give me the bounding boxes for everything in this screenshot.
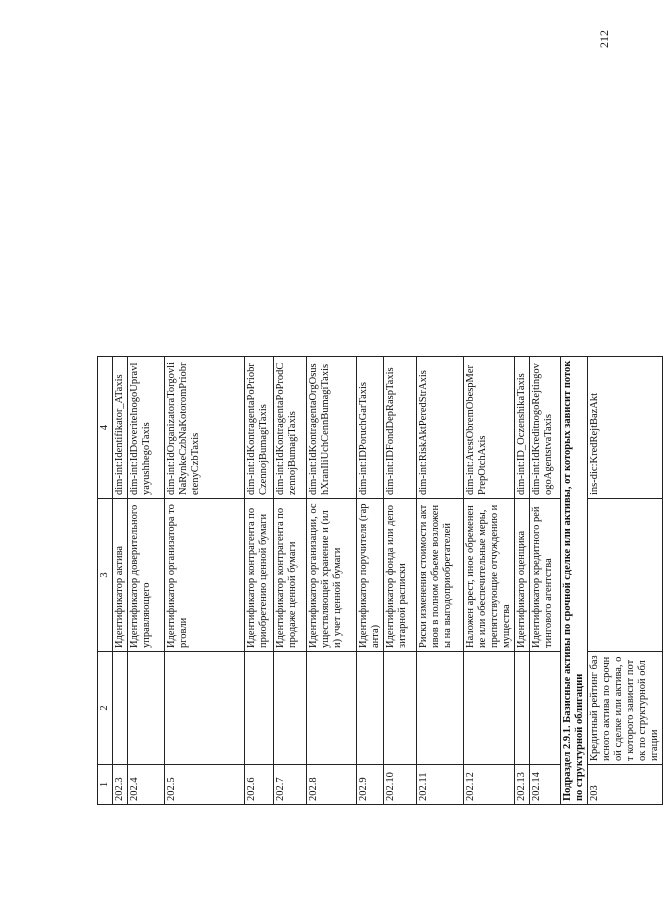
element-name-cell	[464, 652, 515, 765]
header-row	[98, 357, 113, 805]
page-number: 212	[597, 30, 611, 48]
description-cell: Наложен арест, иное обременение или обеспечительные меры, препятствующие отчуждению имущества	[464, 499, 515, 652]
table-row	[417, 357, 464, 805]
description-cell: Идентификатор доверительного управляющего	[128, 499, 165, 652]
element-name-cell	[274, 652, 307, 765]
element-name-cell	[245, 652, 274, 765]
description-cell	[588, 499, 663, 652]
code-cell: dim-int:IDFondDepRaspTaxis	[384, 357, 417, 499]
header-cell-2: 2	[98, 652, 113, 765]
table-row	[165, 357, 245, 805]
description-cell: Идентификатор организатора торговли	[165, 499, 245, 652]
code-cell: dim-int:IdDoveritelnogoUpravlyayushhegoTaxis	[128, 357, 165, 499]
table-row	[464, 357, 515, 805]
element-name-cell	[307, 652, 357, 765]
element-name-cell	[417, 652, 464, 765]
code-cell: dim-int:IdKontragentaOrgOsushXranIliUchCennBumagiTaxis	[307, 357, 357, 499]
table-row	[515, 357, 530, 805]
row-number-cell: 202.12	[464, 765, 515, 805]
description-cell: Риски изменения стоимости активов в полном объеме возложены на выгодоприобретателей	[417, 499, 464, 652]
row-number-cell: 202.14	[530, 765, 561, 805]
row-number-cell: 202.10	[384, 765, 417, 805]
row-number-cell: 202.5	[165, 765, 245, 805]
code-cell: dim-int:RiskAktPeredStrAxis	[417, 357, 464, 499]
element-name-cell	[128, 652, 165, 765]
description-cell: Идентификатор контрагента по приобретению ценной бумаги	[245, 499, 274, 652]
table-row	[307, 357, 357, 805]
description-cell: Идентификатор кредитного рейтингового агентства	[530, 499, 561, 652]
row-number-cell: 202.4	[128, 765, 165, 805]
row-number-cell: 203	[588, 765, 663, 805]
table-row	[245, 357, 274, 805]
table-row	[384, 357, 417, 805]
code-cell: ins-dic:KredRejtBazAkt	[588, 357, 663, 499]
description-cell: Идентификатор фонда или депозитарной расписки	[384, 499, 417, 652]
table-row	[274, 357, 307, 805]
code-cell: dim-int:ArestObremObespMerPrepOtchAxis	[464, 357, 515, 499]
row-number-cell: 202.6	[245, 765, 274, 805]
section-title: Подраздел 2.9.1. Базисные активы по срочной сделке или активы, от которых зависит поток по структурной облигации	[561, 357, 588, 805]
table-row	[113, 357, 128, 805]
element-name-cell: Кредитный рейтинг базисного актива по срочной сделке или актива, от которого зависит поток по структурной облигации	[588, 652, 663, 765]
row-number-cell: 202.7	[274, 765, 307, 805]
table-row	[530, 357, 561, 805]
description-cell: Идентификатор контрагента по продаже ценной бумаги	[274, 499, 307, 652]
description-cell: Идентификатор оценщика	[515, 499, 530, 652]
element-name-cell	[113, 652, 128, 765]
element-name-cell	[384, 652, 417, 765]
header-cell-1: 1	[98, 765, 113, 805]
description-cell: Идентификатор поручителя (гаранта)	[357, 499, 384, 652]
code-cell: dim-int:IdKreditnogoRejtingovogoAgentstvaTaxis	[530, 357, 561, 499]
table-row	[588, 357, 663, 805]
code-cell: dim-int:IdKontragentaPoProdCzennojBumagiTaxis	[274, 357, 307, 499]
row-number-cell: 202.3	[113, 765, 128, 805]
element-name-cell	[515, 652, 530, 765]
header-cell-3: 3	[98, 499, 113, 652]
table-row	[128, 357, 165, 805]
row-number-cell: 202.11	[417, 765, 464, 805]
element-name-cell	[165, 652, 245, 765]
code-cell: dim-int:IdKontragentaPoPriobrCzennojBumagiTaxis	[245, 357, 274, 499]
row-number-cell: 202.8	[307, 765, 357, 805]
row-number-cell: 202.9	[357, 765, 384, 805]
data-table	[97, 356, 663, 805]
description-cell: Идентификатор организации, осуществляющей хранение и (или) учет ценной бумаги	[307, 499, 357, 652]
element-name-cell	[530, 652, 561, 765]
row-number-cell: 202.13	[515, 765, 530, 805]
code-cell: dim-int:ID_OczenshikaTaxis	[515, 357, 530, 499]
header-cell-4: 4	[98, 357, 113, 499]
table-row	[357, 357, 384, 805]
section-header-row	[561, 357, 588, 805]
element-name-cell	[357, 652, 384, 765]
description-cell: Идентификатор актива	[113, 499, 128, 652]
code-cell: dim-int:IdOrganizatoraTorgovliNaRynkeCzbNaKotoromPriobretenyCzbTaxis	[165, 357, 245, 499]
code-cell: dim-int:Identifikator_ATaxis	[113, 357, 128, 499]
code-cell: dim-int:IDPoruchGarTaxis	[357, 357, 384, 499]
